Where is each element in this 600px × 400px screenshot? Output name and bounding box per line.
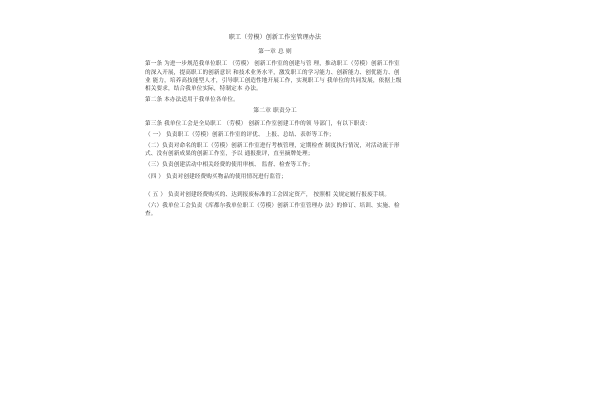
duty-item-3: （三）负责创建活动中相关经费的使用审核、 监督、检查等工作； <box>145 162 314 169</box>
duty-item-6: （六）我单位工会负责《库都尔我单位职工（劳模）创新工作室管理办 法》的修订、培训、实施、检查。 <box>145 203 400 218</box>
article-3: 第三条 我单位工会是全局职工 （劳模） 创新工作室创建工作的领 导部门，有以下职责： <box>145 120 371 127</box>
duty-item-5: （ 五 ） 负责对创建经费购买的、达到报废标准的工会固定资产， 按照相 关规定履行报废手续。 <box>145 191 391 198</box>
chapter-2-heading: 第二章 职责分工 <box>253 108 297 115</box>
document-title: 职工（劳模）创新工作室管理办法 <box>228 34 322 41</box>
article-2: 第二条 本办法适用于我单位各单位。 <box>145 97 239 104</box>
duty-item-4: （四 ） 负责对创建经费购买物品的使用情况进行监管； <box>145 173 287 180</box>
paragraph-gap <box>145 184 405 191</box>
duty-item-2: （二）负责对命名的职工（劳模）创新工作室进行考核管理，定期检查 制度执行情况，对活动流于形式、没有创新成果的创新工作室，予以 通报批评，直至摘牌处理； <box>145 143 400 158</box>
duty-item-1: （ 一） 负责职工（劳模）创新工作室的评优、 上报、总结、表彰等工作； <box>145 131 335 138</box>
article-1: 第一条 为进一步规范我单位职工 （劳模） 创新工作室的创建与管 理，推动职工（劳模）创新工作室的深入开展，提高职工的创新意识 和技术业务水平，激发职工的学习能力、创新能力、创优能力、创业 能力，培养高技能型人才，引导职工创造性地开展工作，实现职工与 我单位的共同发展，依据上级相关要求，结合我单位实际，特制定本 办法。 <box>145 61 402 93</box>
document-body <box>145 34 405 221</box>
chapter-1-heading: 第一章 总 则 <box>258 49 292 56</box>
